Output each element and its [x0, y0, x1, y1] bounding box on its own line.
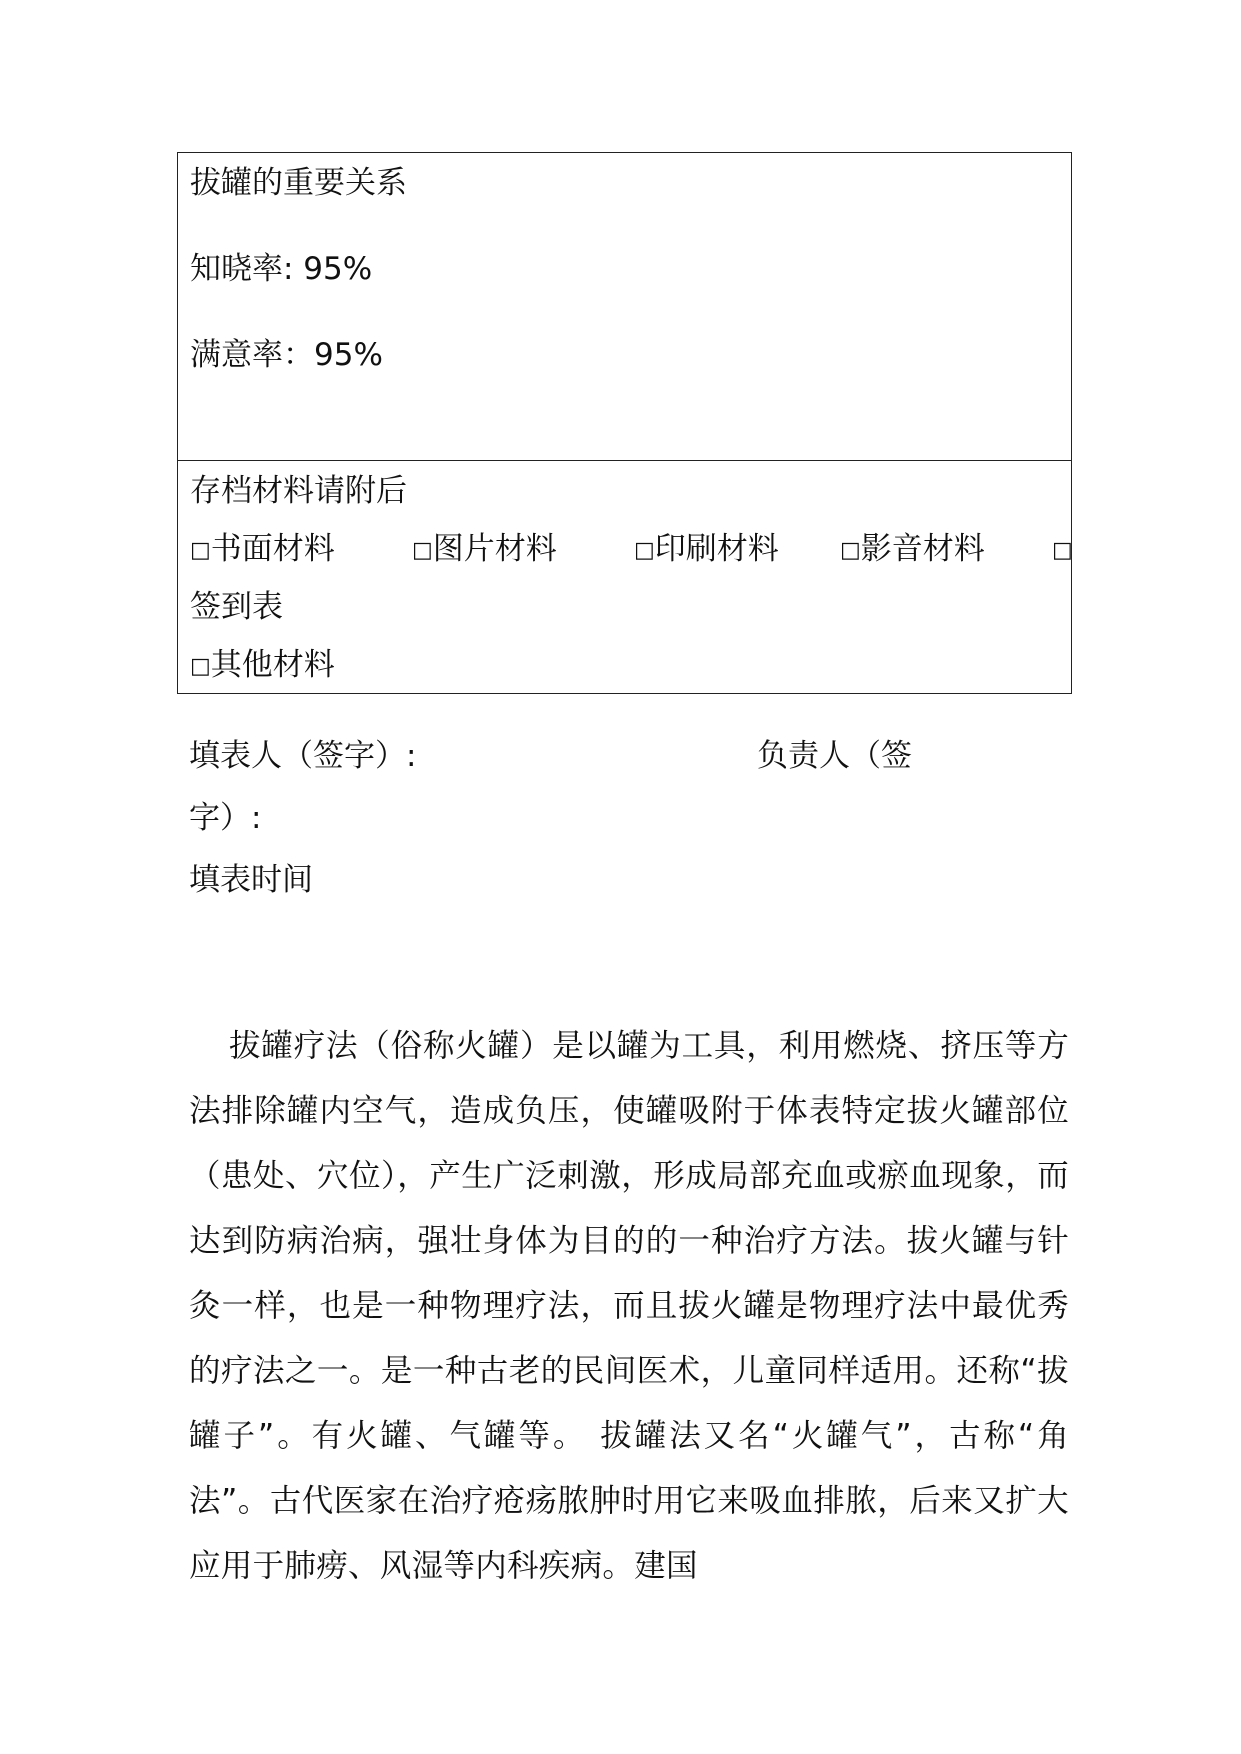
checkbox-label-signin-sheet: 签到表 — [190, 589, 283, 625]
checkbox-icon: □ — [1052, 538, 1073, 563]
checkbox-picture-material[interactable] — [412, 529, 557, 571]
signature-block — [189, 736, 1072, 900]
checkbox-label: 影音材料 — [860, 531, 985, 567]
relation-cell — [178, 153, 1071, 461]
checkbox-icon: □ — [412, 538, 433, 563]
checkbox-label: 书面材料 — [210, 531, 335, 567]
checkbox-icon: □ — [634, 538, 655, 563]
checkbox-icon: □ — [190, 654, 211, 679]
archive-cell — [178, 461, 1071, 693]
article-paragraph: 拔罐疗法（俗称火罐）是以罐为工具，利用燃烧、挤压等方法排除罐内空气，造成负压，使罐吸附于体表特定拔火罐部位（患处、穴位），产生广泛刺激，形成局部充血或瘀血现象，而达到防病治病，强壮身体为目的的一种治疗方法。拔火罐与针灸一样，也是一种物理疗法，而且拔火罐是物理疗法中最优秀的疗法之一。是一种古老的民间医术，儿童同样适用。还称“拔罐子”。有火罐、气罐等。 拔罐法又名“火罐气”，古称“角法”。古代医家在治疗疮疡脓肿时用它来吸血排脓，后来又扩大应用于肺痨、风湿等内科疾病。建国 — [189, 1028, 1069, 1584]
archive-title: 存档材料请附后 — [190, 473, 407, 509]
record-table — [177, 152, 1072, 694]
checkbox-signin-sheet[interactable] — [1052, 529, 1073, 571]
responsible-signature-label: 负责人（签 — [757, 738, 912, 774]
checkbox-icon: □ — [840, 538, 861, 563]
signature-row — [189, 736, 1072, 776]
checkbox-label: 印刷材料 — [654, 531, 779, 567]
checkbox-icon: □ — [190, 538, 211, 563]
fill-time-label: 填表时间 — [189, 862, 313, 898]
filler-signature-label: 填表人（签字）: — [189, 738, 417, 774]
satisfaction-rate: 满意率：95% — [190, 337, 383, 373]
awareness-rate: 知晓率: 95% — [190, 251, 373, 287]
checkbox-written-material[interactable] — [190, 529, 335, 571]
checkbox-label: 其他材料 — [210, 647, 335, 683]
checkbox-row — [190, 529, 1073, 569]
checkbox-other-material[interactable] — [190, 645, 1059, 687]
checkbox-printed-material[interactable] — [634, 529, 779, 571]
signature-row-wrap — [189, 798, 1072, 838]
checkbox-av-material[interactable] — [840, 529, 985, 571]
checkbox-label: 图片材料 — [432, 531, 557, 567]
responsible-signature-label-wrap: 字）: — [189, 800, 262, 836]
relation-title: 拔罐的重要关系 — [190, 165, 407, 201]
